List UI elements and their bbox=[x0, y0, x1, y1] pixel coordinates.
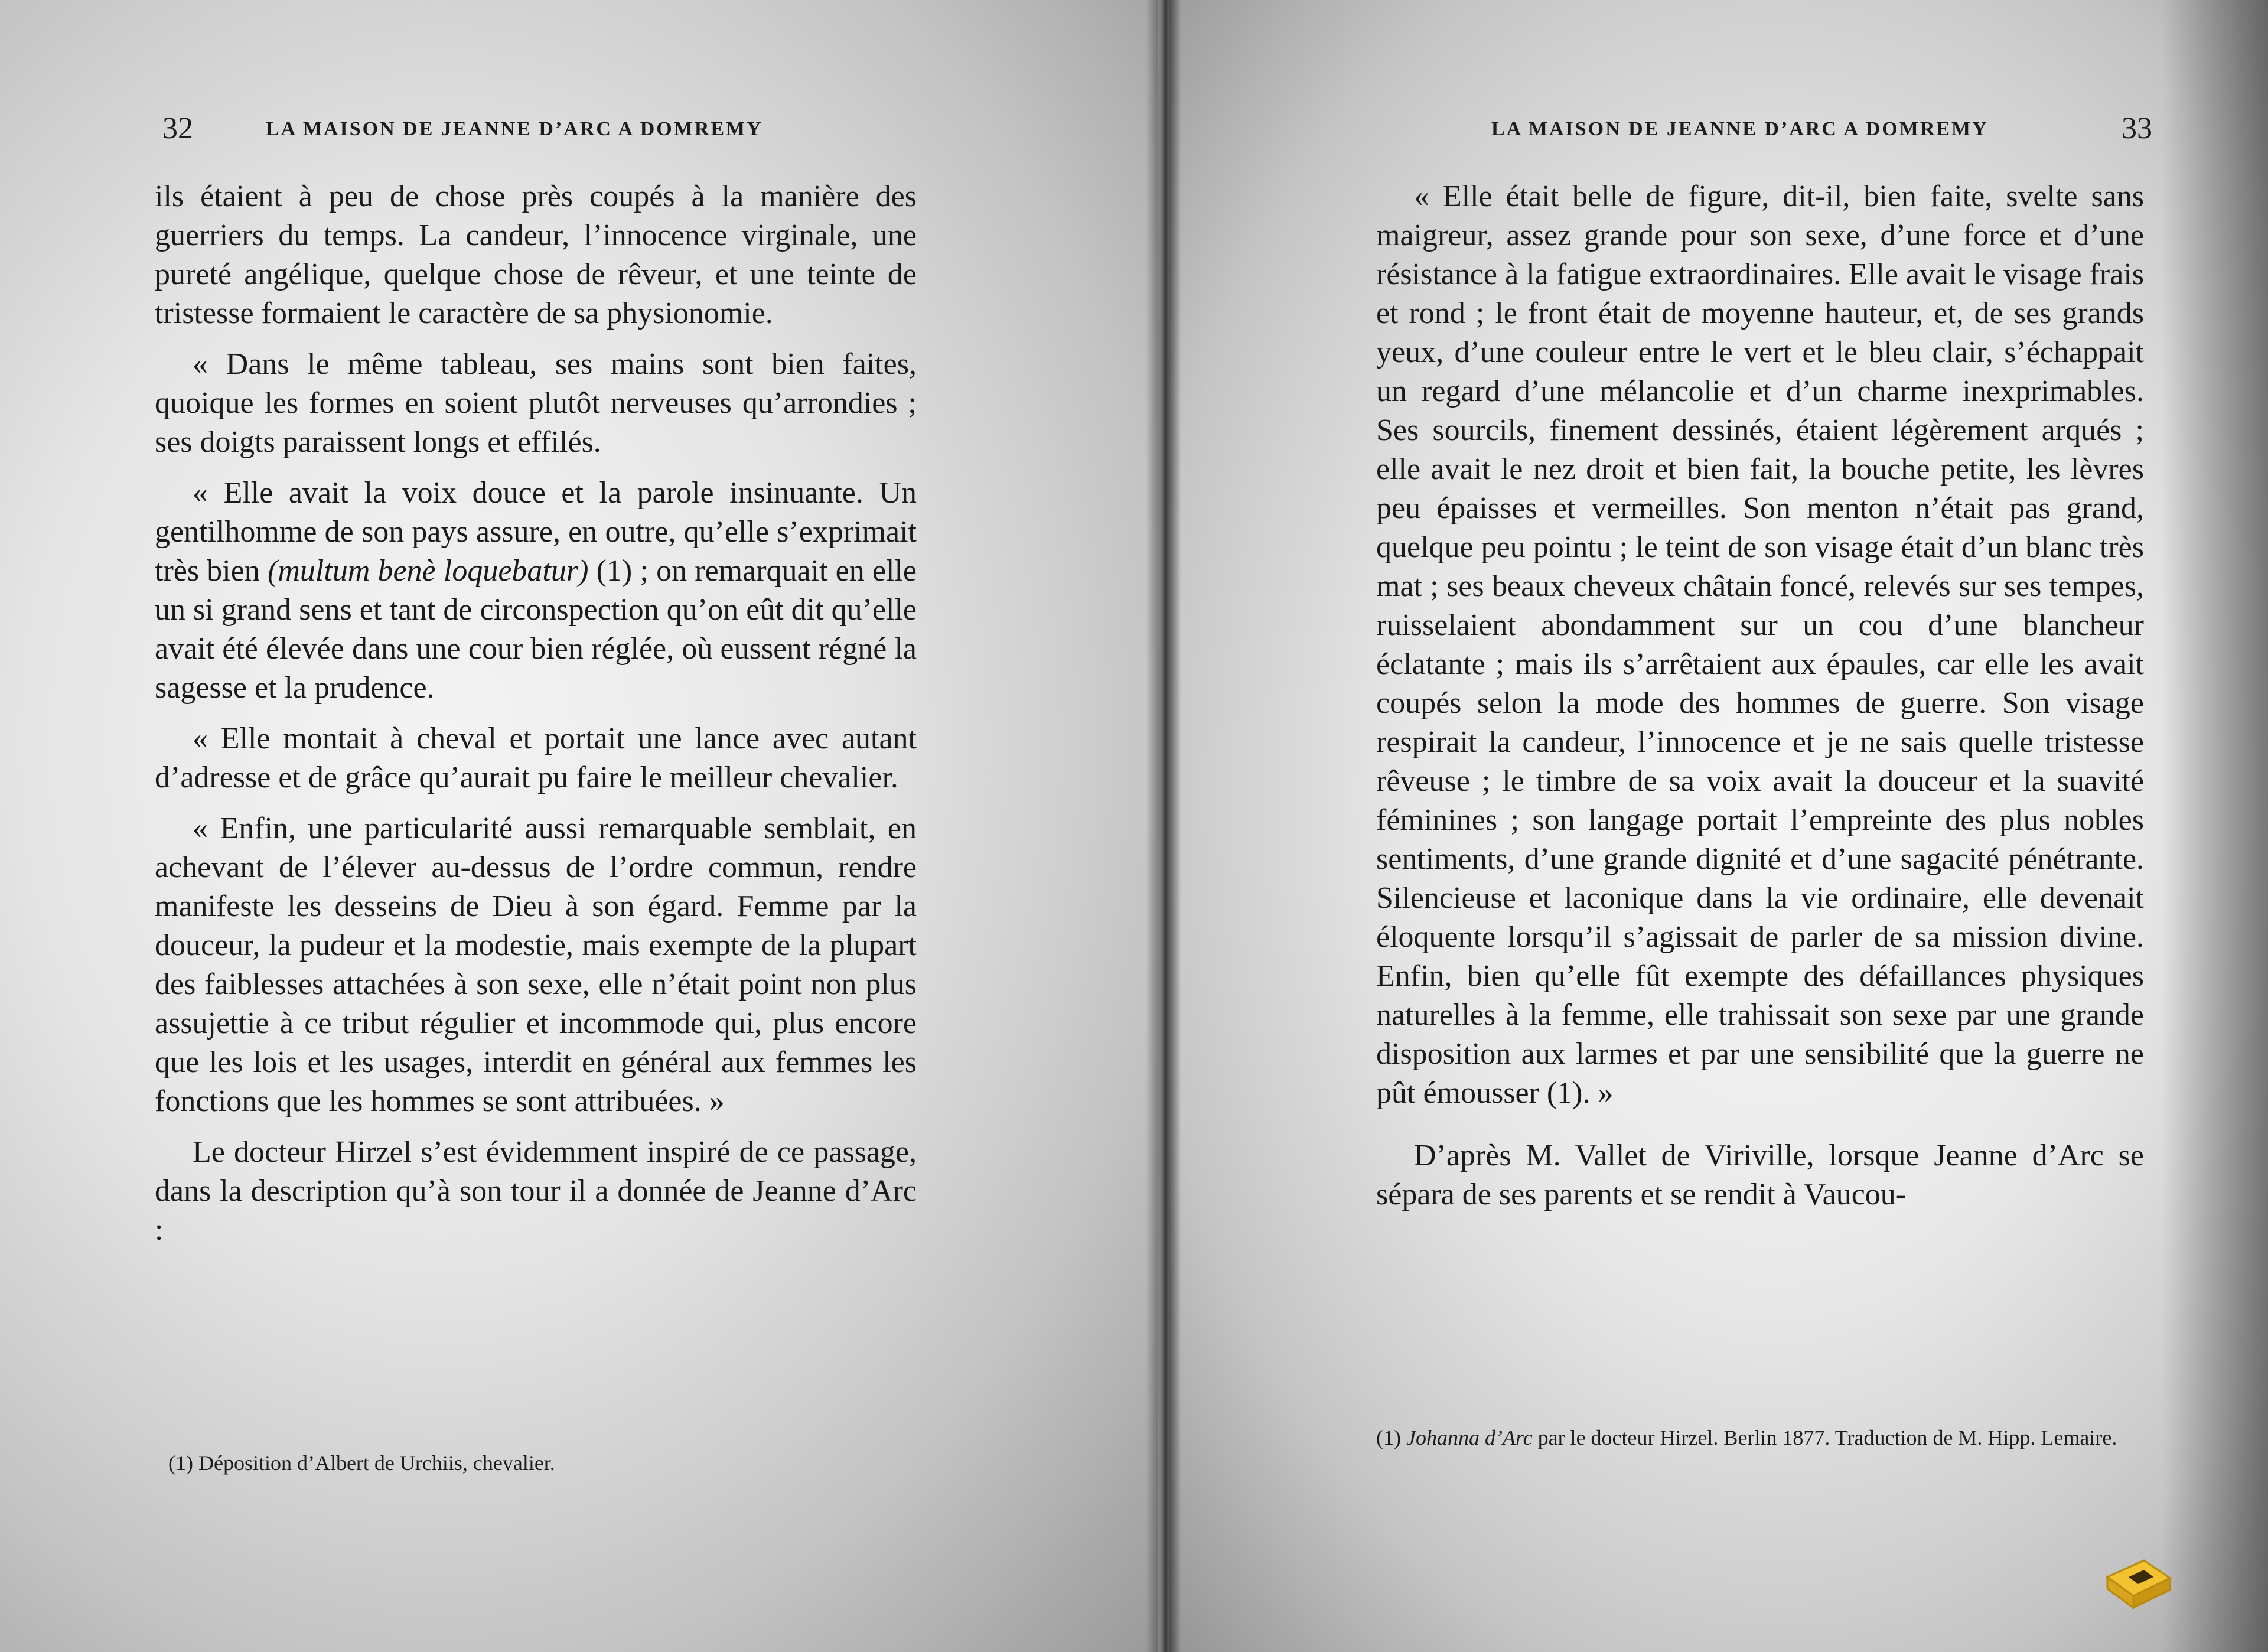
left-paragraph-3-end: (1) ; on remarquait en elle un si grand sens et tant de circonspection qu’on eût dit qu’elle avait été élevée dans une cour bien réglée, où eussent régné la sagesse et la prudence. bbox=[155, 554, 917, 705]
right-edge-shadow bbox=[2162, 0, 2268, 1652]
right-body-text bbox=[1376, 177, 2144, 1214]
right-footnote-marker: (1) bbox=[1376, 1426, 1406, 1449]
right-footnote-rest: par le docteur Hirzel. Berlin 1877. Traduction de M. Hipp. Lemaire. bbox=[1532, 1426, 2117, 1449]
right-paragraph-2: D’après M. Vallet de Viriville, lorsque Jeanne d’Arc se sépara de ses parents et se rendit à Vaucou- bbox=[1376, 1139, 2144, 1211]
right-footnote-title: Johanna d’Arc bbox=[1406, 1426, 1533, 1449]
right-running-head: LA MAISON DE JEANNE D’ARC A DOMREMY bbox=[1491, 118, 1989, 140]
left-running-head: LA MAISON DE JEANNE D’ARC A DOMREMY bbox=[266, 118, 763, 140]
folder-badge-icon[interactable] bbox=[2103, 1553, 2174, 1612]
right-footnote bbox=[1376, 1425, 2144, 1451]
left-body-text bbox=[155, 177, 917, 1250]
left-paragraph-1: ils étaient à peu de chose près coupés à la manière des guerriers du temps. La candeur, l’innocence virginale, une pureté angélique, quelque chose de rêveur, et une teinte de tristesse formaient le caractère de sa physionomie. bbox=[155, 180, 917, 330]
left-paragraph-3-start: « Elle avait la voix douce et la parole insinuante. Un gentilhomme de son pays assure, en outre, qu’elle s’exprimait très bien bbox=[155, 476, 917, 588]
right-page-number: 33 bbox=[2122, 112, 2152, 145]
right-page bbox=[1169, 0, 2268, 1652]
left-paragraph-5: « Enfin, une particularité aussi remarquable semblait, en achevant de l’élever au-dessus de l’ordre commun, rendre manifeste les desseins de Dieu à son égard. Femme par la douceur, la pudeur et la modestie, mais exempte de la plupart des faiblesses attachées à son sexe, elle n’était point non plus assujettie à ce tribut régulier et incommode qui, plus encore que les lois et les usages, interdit en général aux femmes les fonctions que les hommes se sont attribuées. » bbox=[155, 812, 917, 1118]
left-paragraph-4: « Elle montait à cheval et portait une lance avec autant d’adresse et de grâce qu’aurait pu faire le meilleur chevalier. bbox=[155, 722, 917, 794]
left-paragraph-2: « Dans le même tableau, ses mains sont bien faites, quoique les formes en soient plutôt nerveuses qu’arrondies ; ses doigts paraissent longs et effilés. bbox=[155, 347, 917, 459]
left-paragraph-6: Le docteur Hirzel s’est évidemment inspiré de ce passage, dans la description qu’à son tour il a donnée de Jeanne d’Arc : bbox=[155, 1135, 917, 1247]
left-footnote: (1) Déposition d’Albert de Urchiis, chevalier. bbox=[168, 1451, 555, 1475]
right-paragraph-1: « Elle était belle de figure, dit-il, bien faite, svelte sans maigreur, assez grande pour son sexe, d’une force et d’une résistance à la fatigue extraordinaires. Elle avait le visage frais et rond ; le front était de moyenne hauteur, et, de ses grands yeux, d’une couleur entre le vert et le bleu clair, s’échappait un regard d’une mélancolie et d’un charme inexprimables. Ses sourcils, finement dessinés, étaient légèrement arqués ; elle avait le nez droit et bien fait, la bouche petite, les lèvres peu épaisses et vermeilles. Son menton n’était pas grand, quelque peu pointu ; le teint de son visage était d’un blanc très mat ; ses beaux cheveux châtain foncé, relevés sur ses tempes, ruisselaient abondamment sur un cou d’une blancheur éclatante ; mais ils s’arrêtaient aux épaules, car elle les avait coupés selon la mode des hommes de guerre. Son visage respirait la candeur, l’innocence et je ne sais quelle tristesse rêveuse ; le timbre de sa voix avait la douceur et la suavité féminines ; son langage portait l’empreinte des plus nobles sentiments, d’une grande dignité et d’une sagacité pénétrante. Silencieuse et laconique dans la vie ordinaire, elle devenait éloquente lorsqu’il s’agissait de parler de sa mission divine. Enfin, bien qu’elle fût exempte des défaillances physiques naturelles à la femme, elle trahissait son sexe par une grande disposition aux larmes et par une sensibilité que la guerre ne pût émousser (1). » bbox=[1376, 180, 2144, 1110]
left-page-number: 32 bbox=[162, 112, 193, 145]
left-paragraph-3 bbox=[155, 474, 917, 708]
left-paragraph-3-latin: (multum benè loquebatur) bbox=[268, 554, 589, 588]
book-gutter-shadow bbox=[1146, 0, 1181, 1652]
